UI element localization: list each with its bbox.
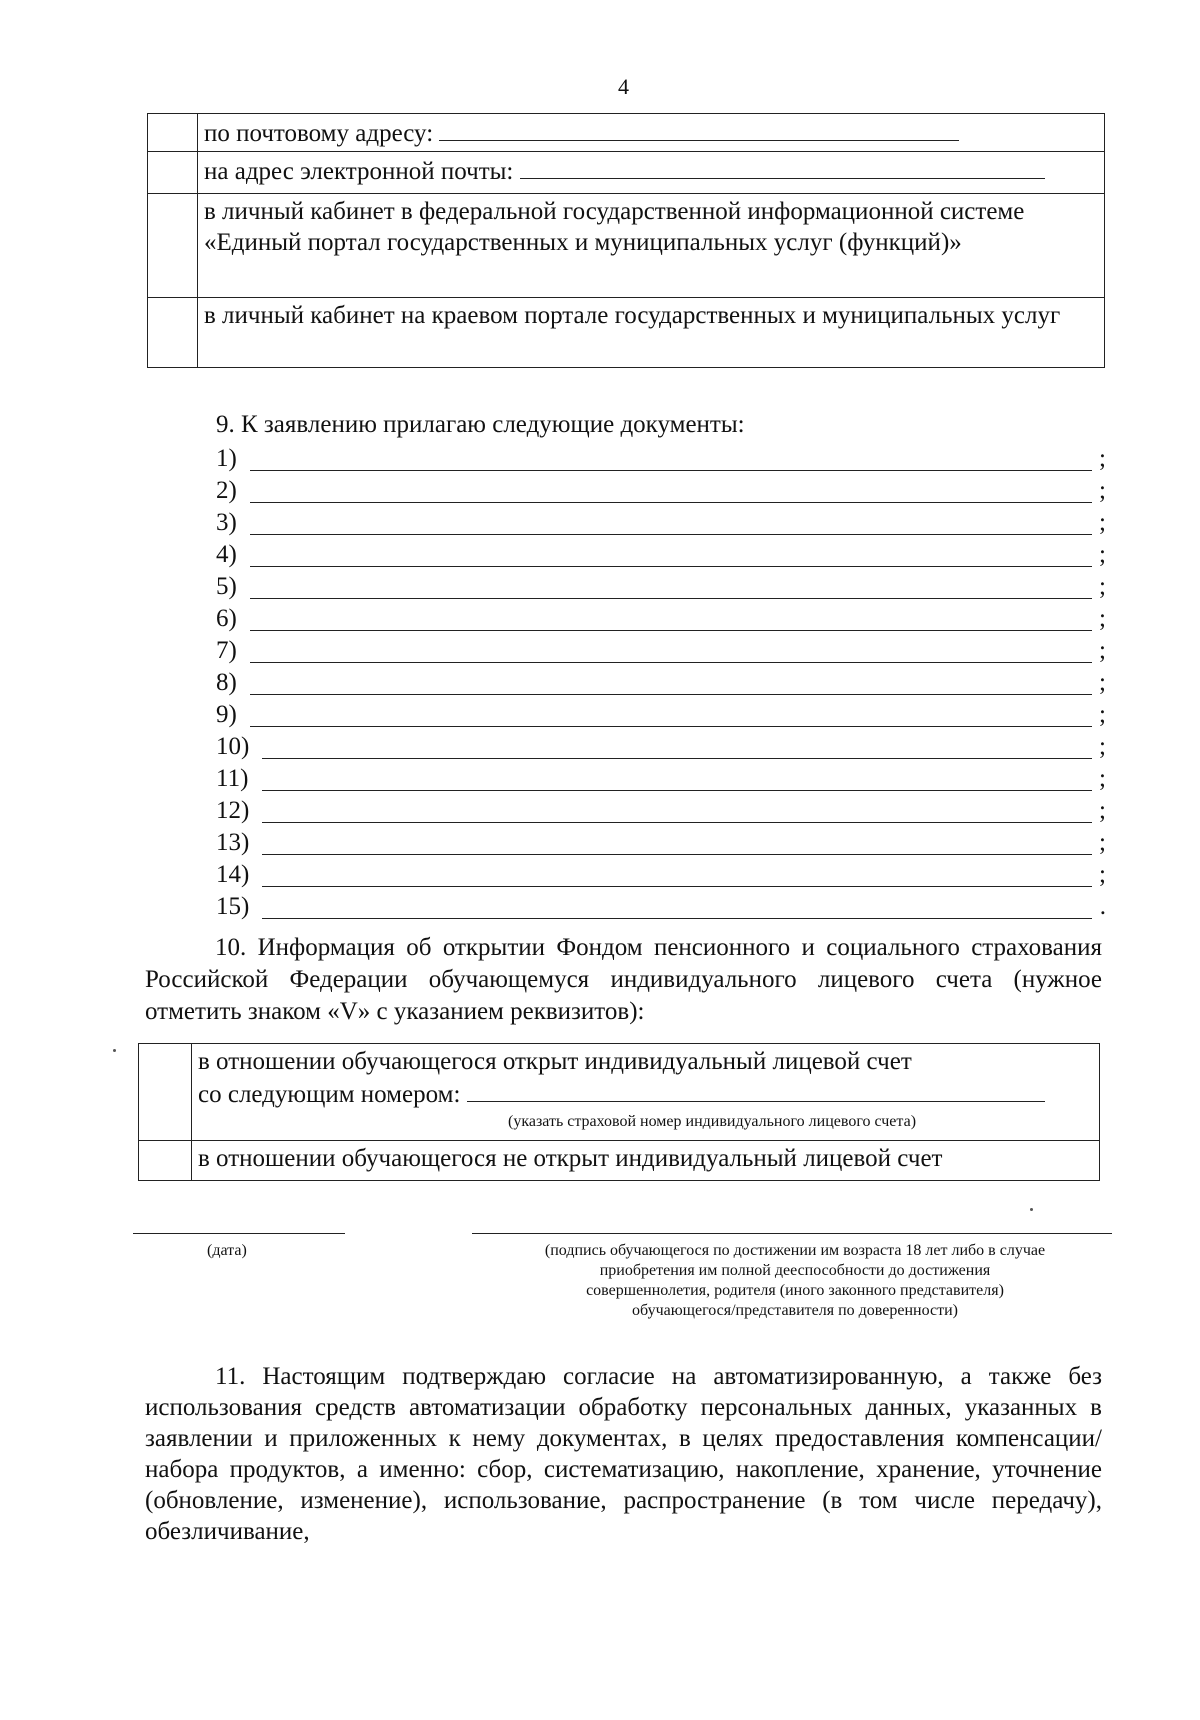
page-number: 4 [618,74,629,99]
postal-address-field[interactable] [439,116,959,141]
document-number: 10) [216,733,250,760]
document-input-line[interactable] [262,822,1092,823]
delivery-options-table [147,113,1105,368]
checkbox-cell[interactable] [139,1044,192,1141]
document-line-end: ; [1099,765,1106,792]
document-line-end: ; [1099,541,1106,568]
signature-caption-line: обучающегося/представителя по доверенности) [632,1302,958,1319]
document-line [216,763,1106,795]
document-number: 7) [216,637,237,664]
account-status-table [138,1043,1100,1181]
delivery-option-row [148,152,1105,194]
section-11-body: 11. Настоящим подтверждаю согласие на автоматизированную, а также без использования средств автоматизации обработку персональных данных, указанных в заявлении и приложенных к нему документах, в целях предоставления компенсации/набора продуктов, а именно: сбор, систематизацию, накопление, хранение, уточнение (обновление, изменение), использование, распространение (в том числе передачу), обезличивание, [145,1363,1102,1545]
document-number: 15) [216,893,250,920]
document-line [216,603,1106,635]
checkbox-cell[interactable] [148,152,198,194]
document-input-line[interactable] [250,470,1092,471]
document-line-end: ; [1099,829,1106,856]
section-11-text [145,1361,1102,1547]
document-input-line[interactable] [250,534,1092,535]
document-line [216,507,1106,539]
document-input-line[interactable] [250,726,1092,727]
document-number: 1) [216,445,237,472]
document-number: 6) [216,605,237,632]
document-input-line[interactable] [250,566,1092,567]
delivery-option-row [148,298,1105,368]
account-not-open-label: в отношении обучающегося не открыт индивидуальный лицевой счет [192,1141,1100,1181]
document-input-line[interactable] [262,854,1092,855]
delivery-option-label: по почтовому адресу: [204,120,434,147]
document-line-end: ; [1099,509,1106,536]
signature-caption [470,1241,1120,1321]
document-number: 5) [216,573,237,600]
delivery-option-row [148,194,1105,298]
account-status-cell [192,1044,1100,1141]
document-line [216,443,1106,475]
date-field[interactable] [133,1233,345,1234]
scan-speck [113,1049,116,1052]
scan-speck [1030,1208,1033,1211]
checkbox-cell[interactable] [148,194,198,298]
account-status-row [139,1141,1100,1181]
document-line [216,891,1106,923]
delivery-option-cell [198,152,1105,194]
signature-caption-line: совершеннолетия, родителя (иного законного представителя) [586,1282,1004,1299]
document-number: 12) [216,797,250,824]
document-number: 3) [216,509,237,536]
document-line [216,859,1106,891]
document-line-end: ; [1099,733,1106,760]
document-line [216,667,1106,699]
email-field[interactable] [520,154,1045,179]
account-number-label: со следующим номером: [198,1081,461,1108]
document-line [216,795,1106,827]
document-line [216,539,1106,571]
account-open-label: в отношении обучающегося открыт индивидуальный лицевой счет [198,1048,912,1075]
section-9-title: 9. К заявлению прилагаю следующие документы: [216,411,745,438]
document-input-line[interactable] [250,630,1092,631]
document-input-line[interactable] [250,694,1092,695]
signature-caption-line: приобретения им полной дееспособности до достижения [599,1262,991,1279]
signature-field[interactable] [472,1233,1112,1234]
delivery-option-label: в личный кабинет в федеральной государственной информационной системе «Единый портал государственных и муниципальных услуг (функций)» [198,194,1105,298]
document-line [216,699,1106,731]
document-line-end: ; [1099,573,1106,600]
account-status-row [139,1044,1100,1141]
snils-caption: (указать страховой номер индивидуального лицевого счета) [508,1113,917,1130]
document-input-line[interactable] [250,662,1092,663]
section-10-body: 10. Информация об открытии Фондом пенсионного и социального страхования Российской Федерации обучающемуся индивидуального лицевого счета (нужное отметить знаком «V» с указанием реквизитов): [145,934,1102,1025]
document-line-end: ; [1099,477,1106,504]
document-line [216,731,1106,763]
document-number: 9) [216,701,237,728]
delivery-option-label: в личный кабинет на краевом портале государственных и муниципальных услуг [198,298,1105,368]
document-line-end: ; [1099,669,1106,696]
document-line-end: . [1099,893,1106,920]
signature-area [0,1225,1200,1345]
checkbox-cell[interactable] [139,1141,192,1181]
document-line [216,827,1106,859]
document-input-line[interactable] [250,598,1092,599]
delivery-option-cell [198,114,1105,152]
delivery-option-label: на адрес электронной почты: [204,158,514,185]
document-input-line[interactable] [262,790,1092,791]
attached-documents-list [216,443,1106,923]
document-line [216,475,1106,507]
document-line-end: ; [1099,701,1106,728]
signature-caption-line: (подпись обучающегося по достижении им возраста 18 лет либо в случае [544,1242,1046,1259]
document-number: 2) [216,477,237,504]
document-line [216,571,1106,603]
checkbox-cell[interactable] [148,114,198,152]
document-line-end: ; [1099,797,1106,824]
document-line-end: ; [1099,605,1106,632]
section-10-text [145,932,1102,1028]
document-input-line[interactable] [262,886,1092,887]
document-line [216,635,1106,667]
document-number: 14) [216,861,250,888]
date-caption: (дата) [207,1242,247,1259]
document-number: 11) [216,765,249,792]
document-input-line[interactable] [262,758,1092,759]
checkbox-cell[interactable] [148,298,198,368]
document-input-line[interactable] [250,502,1092,503]
document-number: 13) [216,829,250,856]
document-input-line[interactable] [262,918,1092,919]
delivery-option-row [148,114,1105,152]
document-line-end: ; [1099,861,1106,888]
snils-field[interactable] [467,1077,1045,1102]
document-number: 8) [216,669,237,696]
document-line-end: ; [1099,445,1106,472]
document-line-end: ; [1099,637,1106,664]
document-number: 4) [216,541,237,568]
